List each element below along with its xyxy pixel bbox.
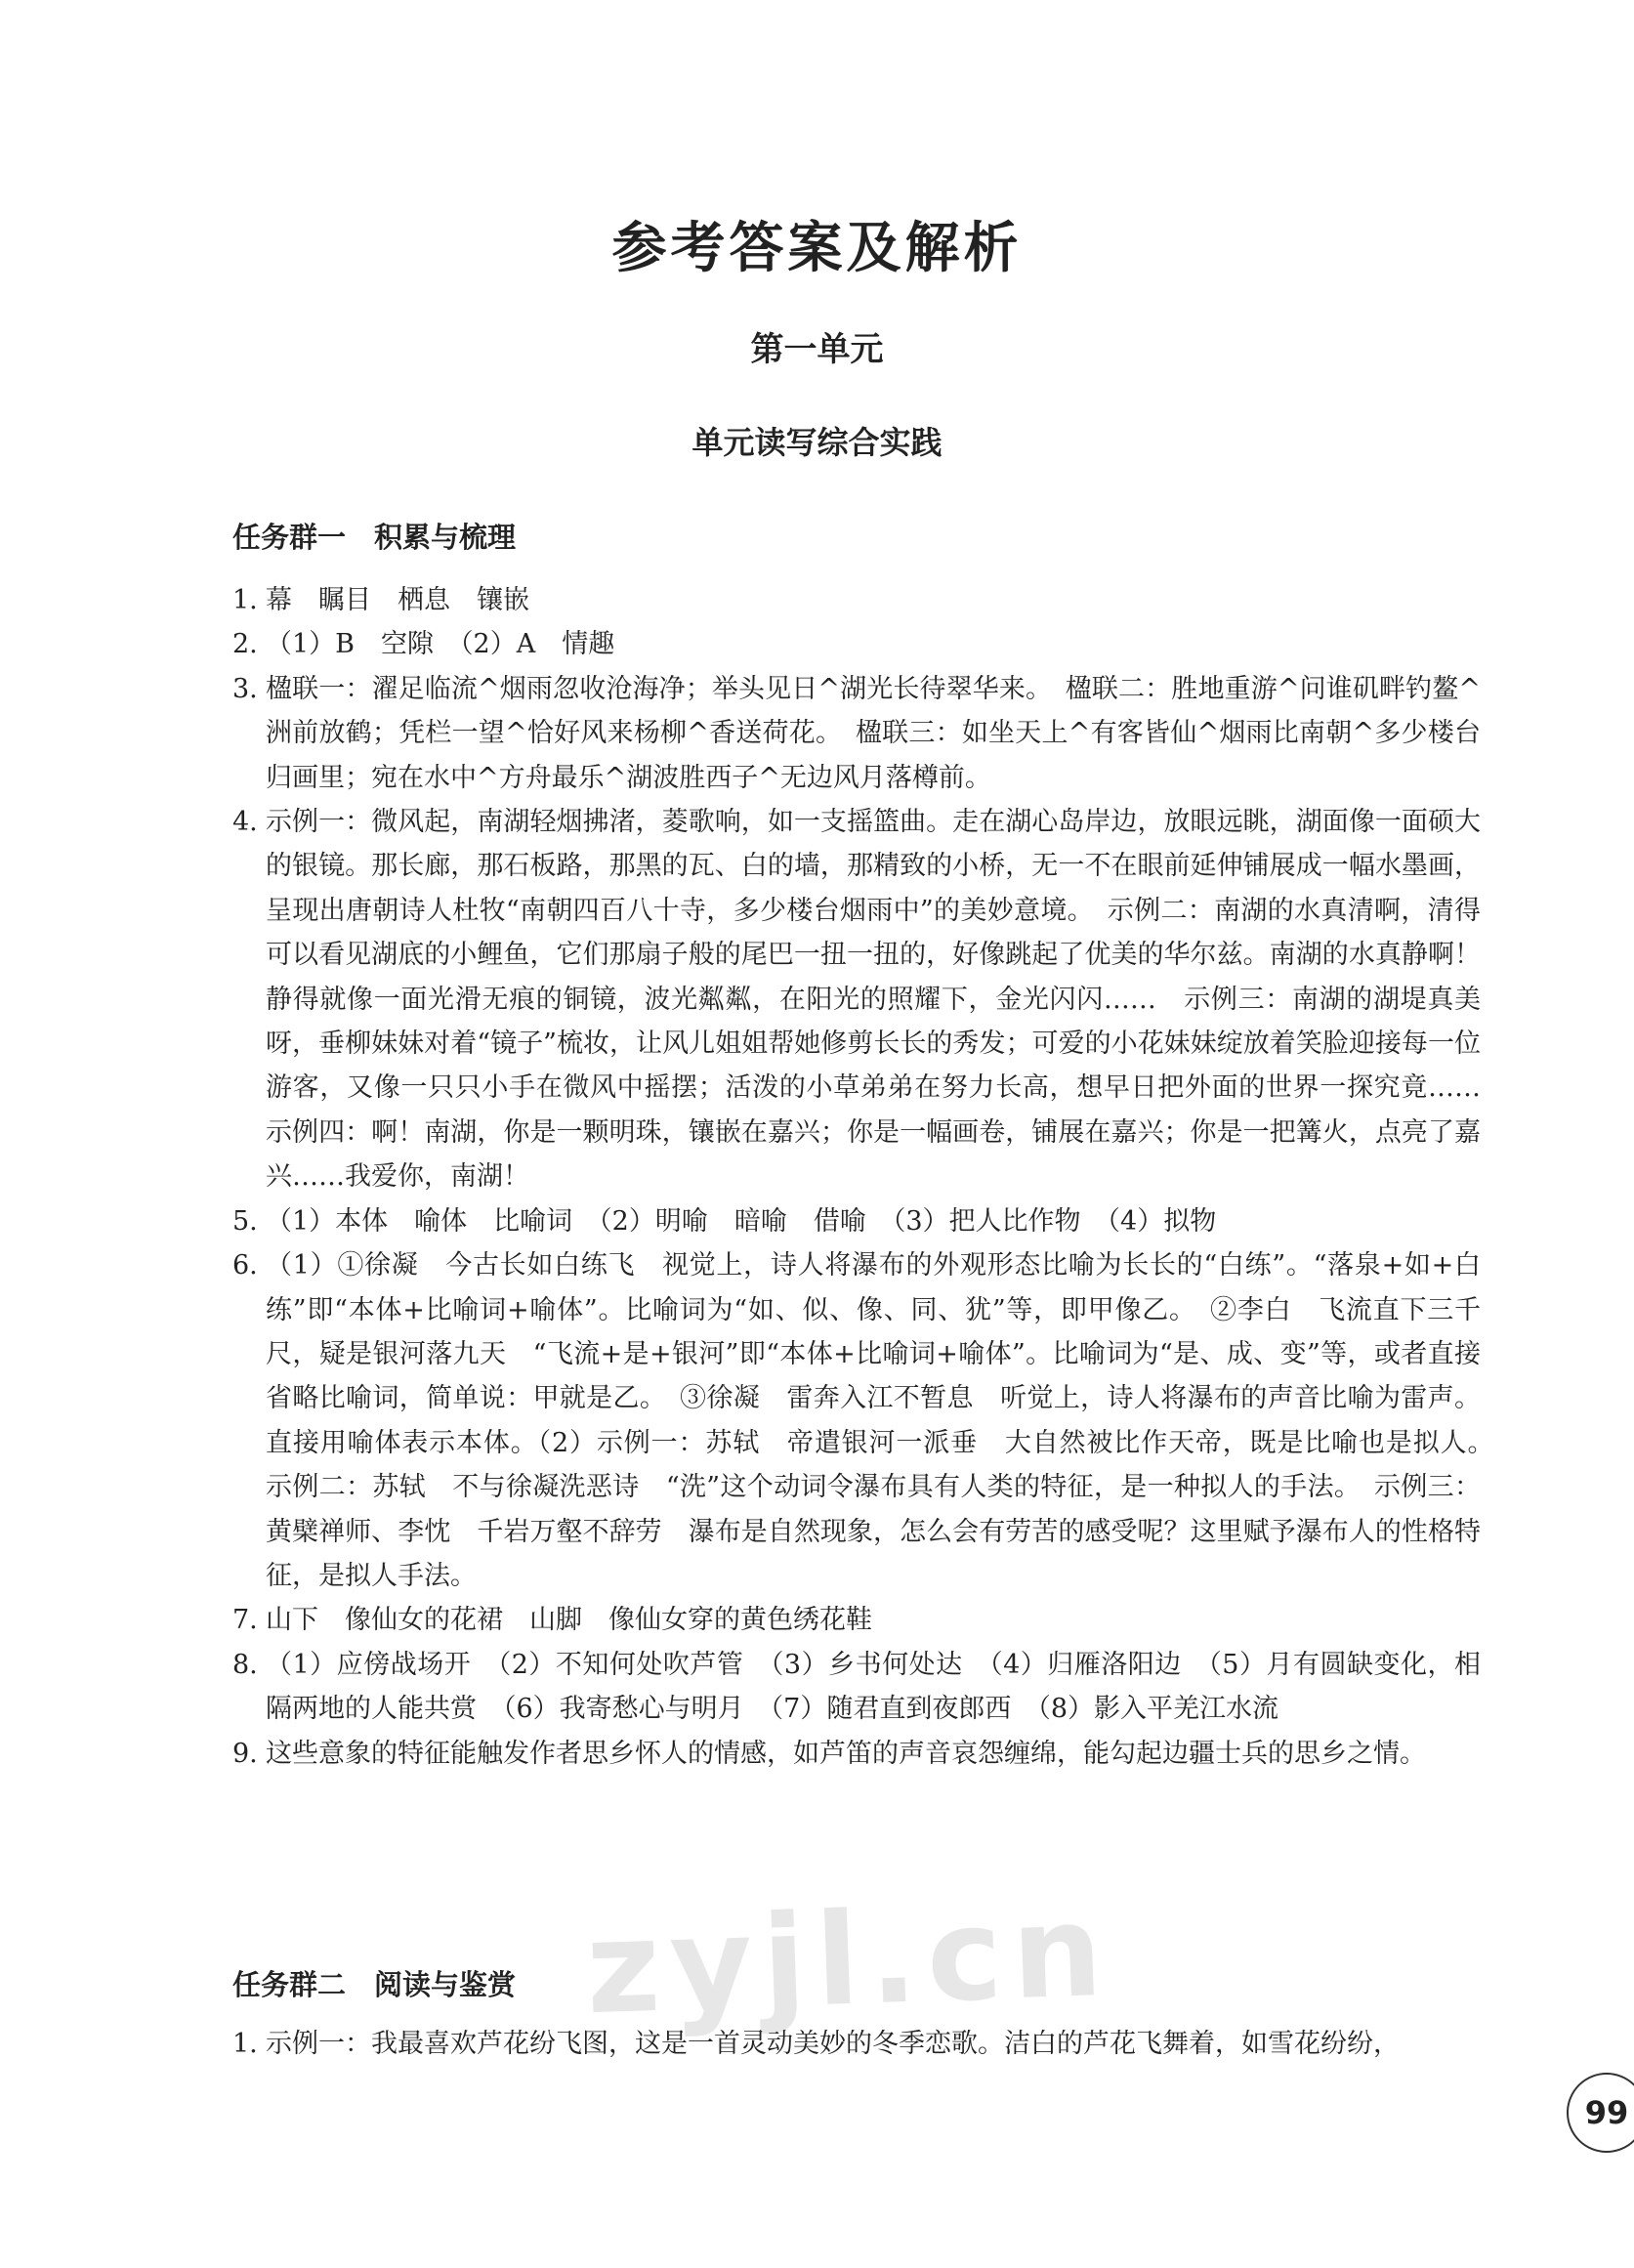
answer-item <box>232 578 1481 622</box>
answer-number: 2. <box>232 629 258 660</box>
answer-text: 楹联一：濯足临流^烟雨忽收沧海净；举头见日^湖光长待翠华来。 楹联二：胜地重游^问谁矶畔钓鳌^洲前放鹤；凭栏一望^恰好风来杨柳^香送荷花。 楹联三：如坐天上^有客皆仙^烟雨比南朝^多少楼台归画里；宛在水中^方舟最乐^湖波胜西子^无边风月落樽前。 <box>266 673 1481 793</box>
subtitle: 单元读写综合实践 <box>691 424 943 461</box>
answer-text: 这些意象的特征能触发作者思乡怀人的情感，如芦笛的声音哀怨缠绵，能勾起边疆士兵的思乡之情。 <box>266 1738 1426 1769</box>
answer-text: （1）①徐凝 今古长如白练飞 视觉上，诗人将瀑布的外观形态比喻为长长的“白练”。“落泉+如+白练”即“本体+比喻词+喻体”。比喻词为“如、似、像、同、犹”等，即甲像乙。 ②李白 飞流直下三千尺，疑是银河落九天 “飞流+是+银河”即“本体+比喻词+喻体”。比喻词为“是、成、变”等，或者直接省略比喻词，简单说：甲就是乙。 ③徐凝 雷奔入江不暂息 听觉上，诗人将瀑布的声音比喻为雷声。直接用喻体表示本体。（2）示例一：苏轼 帝遣银河一派垂 大自然被比作天帝，既是比喻也是拟人。 示例二：苏轼 不与徐凝洗恶诗 “洗”这个动词令瀑布具有人类的特征，是一种拟人的手法。 示例三：黄檗禅师、李忱 千岩万壑不辞劳 瀑布是自然现象，怎么会有劳苦的感受呢？这里赋予瀑布人的性格特征，是拟人手法。 <box>266 1250 1507 1591</box>
answer-text: （1）B 空隙 （2）A 情趣 <box>266 629 615 660</box>
answer-number: 8. <box>232 1649 258 1680</box>
page-title: 参考答案及解析 <box>611 217 1023 280</box>
answer-number: 1. <box>232 585 258 615</box>
answer-number: 5. <box>232 1205 258 1237</box>
answer-item <box>232 1243 1507 1598</box>
answer-item <box>232 622 1481 666</box>
answer-text: 幕 瞩目 栖息 镶嵌 <box>266 585 529 615</box>
answer-list-1 <box>232 578 1507 1776</box>
answer-number: 7. <box>232 1605 258 1636</box>
answer-text: （1）应傍战场开 （2）不知何处吹芦管 （3）乡书何处达 （4）归雁洛阳边 （5）月有圆缺变化，相隔两地的人能共赏 （6）我寄愁心与明月 （7）随君直到夜郎西 （8）影入平羌江水流 <box>266 1649 1481 1725</box>
answer-number: 3. <box>232 673 258 704</box>
section-heading-1: 任务群一 积累与梳理 <box>232 521 517 554</box>
answer-item <box>232 667 1481 800</box>
answer-number: 1. <box>232 2029 258 2059</box>
answer-item <box>232 1598 1481 1642</box>
answer-list-2 <box>232 2022 1481 2066</box>
unit-heading: 第一单元 <box>750 330 884 369</box>
answer-item <box>232 800 1507 1199</box>
answer-item <box>232 1732 1481 1776</box>
section-heading-2: 任务群二 阅读与鉴赏 <box>232 1968 517 2001</box>
answer-number: 4. <box>232 807 258 838</box>
answer-text: 示例一：我最喜欢芦花纷飞图，这是一首灵动美妙的冬季恋歌。洁白的芦花飞舞着，如雪花纷纷， <box>266 2029 1400 2059</box>
page-number: 99 <box>1567 2073 1634 2153</box>
watermark: zyjl.cn <box>583 1875 1115 2043</box>
answer-number: 6. <box>232 1250 258 1281</box>
answer-item <box>232 2022 1481 2066</box>
answer-item <box>232 1643 1481 1732</box>
answer-text: 示例一：微风起，南湖轻烟拂渚，菱歌响，如一支摇篮曲。走在湖心岛岸边，放眼远眺，湖面像一面硕大的银镜。那长廊，那石板路，那黑的瓦、白的墙，那精致的小桥，无一不在眼前延伸铺展成一幅水墨画，呈现出唐朝诗人杜牧“南朝四百八十寺，多少楼台烟雨中”的美妙意境。 示例二：南湖的水真清啊，清得可以看见湖底的小鲤鱼，它们那扇子般的尾巴一扭一扭的，好像跳起了优美的华尔兹。南湖的水真静啊！静得就像一面光滑无痕的铜镜，波光粼粼，在阳光的照耀下，金光闪闪…… 示例三：南湖的湖堤真美呀，垂柳妹妹对着“镜子”梳妆，让风儿姐姐帮她修剪长长的秀发；可爱的小花妹妹绽放着笑脸迎接每一位游客，又像一只只小手在微风中摇摆；活泼的小草弟弟在努力长高，想早日把外面的世界一探究竟…… 示例四：啊！南湖，你是一颗明珠，镶嵌在嘉兴；你是一幅画卷，铺展在嘉兴；你是一把篝火，点亮了嘉兴……我爱你，南湖！ <box>266 807 1507 1193</box>
answer-text: （1）本体 喻体 比喻词 （2）明喻 暗喻 借喻 （3）把人比作物 （4）拟物 <box>266 1205 1217 1237</box>
answer-item <box>232 1199 1481 1243</box>
answer-number: 9. <box>232 1738 258 1769</box>
answer-text: 山下 像仙女的花裙 山脚 像仙女穿的黄色绣花鞋 <box>266 1605 872 1636</box>
